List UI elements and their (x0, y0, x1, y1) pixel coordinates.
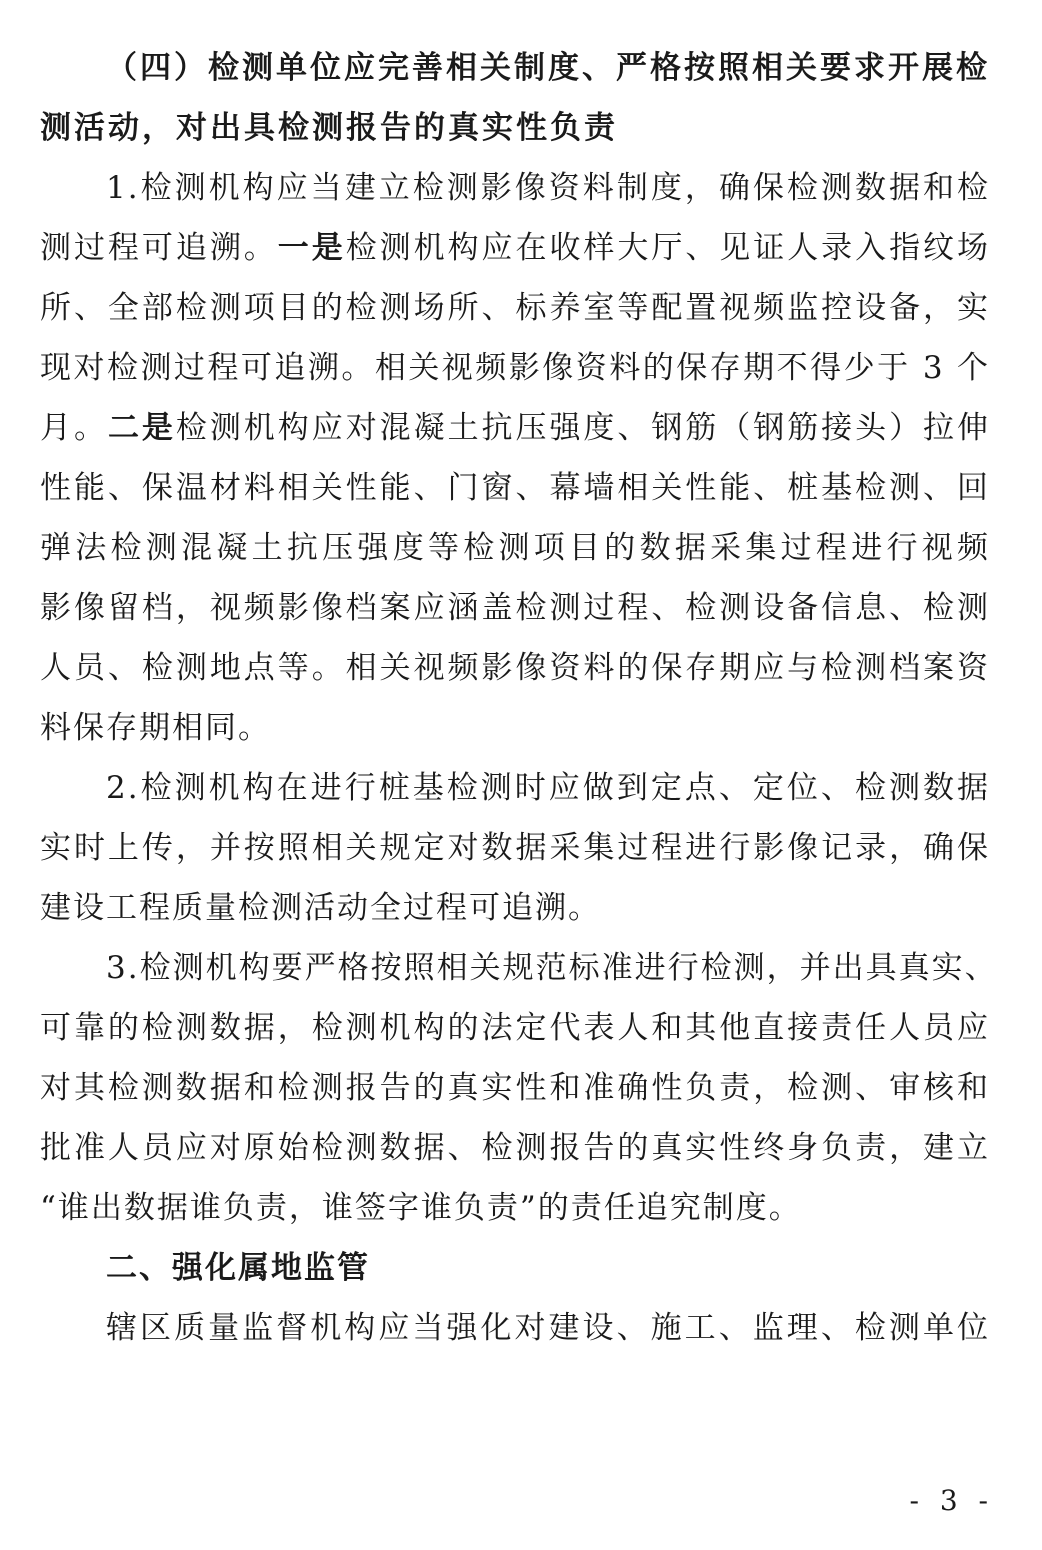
para1-line-10: 料保存期相同。 (40, 710, 271, 746)
subsection-heading-line-1: （四）检测单位应完善相关制度、严格按照相关要求开展检 (106, 50, 990, 86)
para2-line-3: 建设工程质量检测活动全过程可追溯。 (40, 890, 601, 926)
para1-line-1: 1.检测机构应当建立检测影像资料制度，确保检测数据和检 (106, 170, 990, 206)
para1-line-6: 性能、保温材料相关性能、门窗、幕墙相关性能、桩基检测、回 (40, 470, 990, 506)
para3-line-5: “谁出数据谁负责，谁签字谁负责”的责任追究制度。 (40, 1190, 802, 1226)
para1-line-3: 所、全部检测项目的检测场所、标养室等配置视频监控设备，实 (40, 290, 990, 326)
text-run: 测过程可追溯。 (40, 230, 278, 266)
para2-line-2: 实时上传，并按照相关规定对数据采集过程进行影像记录，确保 (40, 830, 990, 866)
para1-line-4: 现对检测过程可追溯。相关视频影像资料的保存期不得少于 3 个 (40, 350, 990, 386)
text-run: 检测机构应在收样大厅、见证人录入指纹场 (345, 230, 991, 266)
para3-line-4: 批准人员应对原始检测数据、检测报告的真实性终身负责，建立 (40, 1130, 990, 1166)
text-run: 检测机构应对混凝土抗压强度、钢筋（钢筋接头）拉伸 (175, 410, 991, 446)
para3-line-3: 对其检测数据和检测报告的真实性和准确性负责，检测、审核和 (40, 1070, 990, 1106)
para3-line-1: 3.检测机构要严格按照相关规范标准进行检测，并出具真实、 (106, 950, 998, 986)
para1-line-5 (40, 398, 990, 458)
para1-line-2 (40, 218, 990, 278)
bold-text-run: 一是 (277, 230, 346, 266)
document-body (40, 38, 998, 1358)
para1-line-8: 影像留档，视频影像档案应涵盖检测过程、检测设备信息、检测 (40, 590, 990, 626)
section-heading: 二、强化属地监管 (106, 1250, 370, 1286)
page-number: - 3 - (909, 1484, 994, 1517)
section2-line-1: 辖区质量监督机构应当强化对建设、施工、监理、检测单位 (106, 1310, 990, 1346)
text-run: 月。 (40, 410, 108, 446)
para2-line-1: 2.检测机构在进行桩基检测时应做到定点、定位、检测数据 (106, 770, 990, 806)
subsection-heading-line-2: 测活动，对出具检测报告的真实性负责 (40, 110, 618, 146)
para1-line-9: 人员、检测地点等。相关视频影像资料的保存期应与检测档案资 (40, 650, 990, 686)
bold-text-run: 二是 (107, 410, 176, 446)
para1-line-7: 弹法检测混凝土抗压强度等检测项目的数据采集过程进行视频 (40, 530, 990, 566)
para3-line-2: 可靠的检测数据，检测机构的法定代表人和其他直接责任人员应 (40, 1010, 990, 1046)
